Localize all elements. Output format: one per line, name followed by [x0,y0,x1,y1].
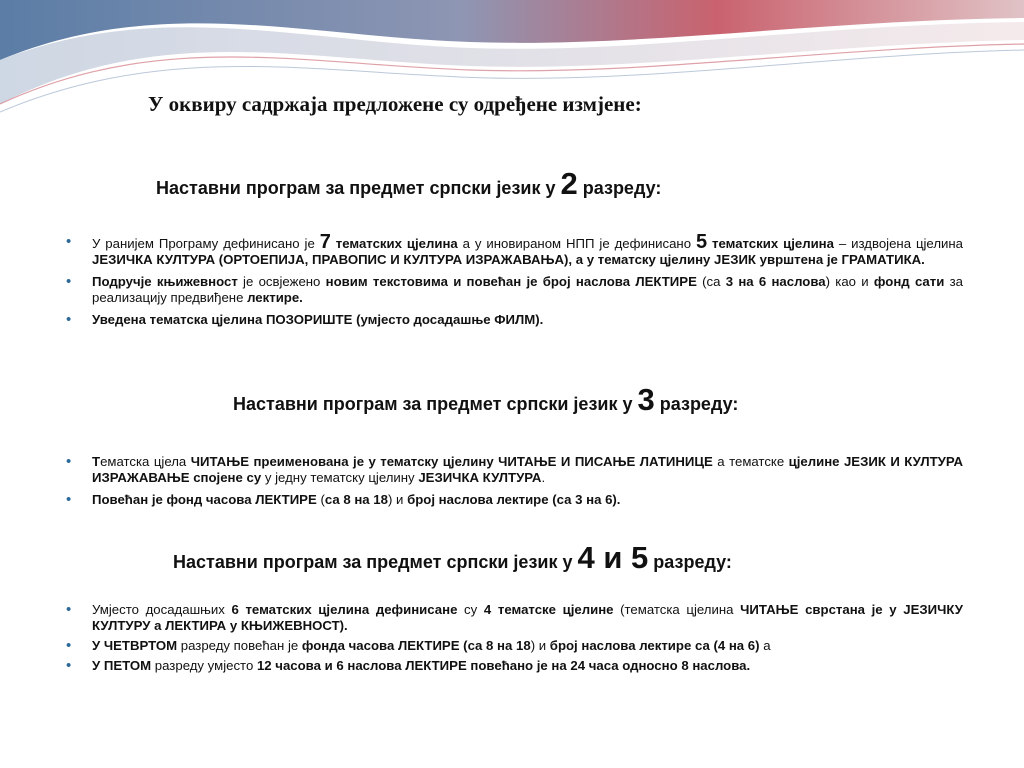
bullet-list-grade-4-5 [66,602,963,678]
bullet-list-grade-2 [66,231,963,334]
bullet-icon: • [66,311,72,328]
bullet-icon: • [66,601,72,618]
list-item: • Повећан је фонд часова ЛЕКТИРЕ (са 8 на 18) и број наслова лектире (са 3 на 6). [66,491,621,508]
list-item: • У ЧЕТВРТОМ разреду повећан је фонда часова ЛЕКТИРЕ (са 8 на 18) и број наслова лектире са (4 на 6) а [66,637,771,654]
bullet-list-grade-3 [66,454,963,514]
grade-number: 3 [637,382,655,417]
list-item: • Умјесто досадашњих 6 тематских цјелина дефинисане су 4 тематске цјелине (тематска цјелина ЧИТАЊЕ сврстана је у ЈЕЗИЧКУ КУЛТУРУ а ЛЕКТИРА у КЊИЖЕВНОСТ). [66,601,963,633]
list-item: • Тематска цјела ЧИТАЊЕ преименована је у тематску цјелину ЧИТАЊЕ И ПИСАЊЕ ЛАТИНИЦЕ а тематске цјелине ЈЕЗИК И КУЛТУРА ИЗРАЖАВАЊЕ спојене су у једну тематску цјелину ЈЕЗИЧКА КУЛТУРА. [66,453,964,485]
bullet-icon: • [66,657,72,674]
list-item: • У ПЕТОМ разреду умјесто 12 часова и 6 наслова ЛЕКТИРЕ повећано је на 24 часа односно 8 наслова. [66,657,751,674]
bullet-icon: • [66,637,72,654]
section-heading-grade-3: Наставни програм за предмет српски језик у 3 разреду: [233,382,739,417]
bullet-icon: • [66,233,72,250]
page-title: У оквиру садржаја предложене су одређене измјене: [148,92,642,116]
bullet-icon: • [66,491,72,508]
list-item: • Подручје књижевност је освјежено новим текстовима и повећан је број наслова ЛЕКТИРЕ (са 3 на 6 наслова) као и фонд сати за реализацију предвиђене лектире. [66,273,963,305]
list-item: • У ранијем Програму дефинисано је 7 тематских цјелина а у иновираном НПП је дефинисано 5 тематских цјелина – издвојена цјелина ЈЕЗИЧКА КУЛТУРА (ОРТОЕПИЈА, ПРАВОПИС И КУЛТУРА ИЗРАЖАВАЊА), а у тематску цјелину ЈЕЗИК уврштена је ГРАМАТИКА. [66,231,963,267]
section-heading-grade-2: Наставни програм за предмет српски језик у 2 разреду: [156,166,662,201]
grade-number: 4 и 5 [577,540,649,575]
bullet-icon: • [66,453,72,470]
section-heading-grade-4-5: Наставни програм за предмет српски језик у 4 и 5 разреду: [173,540,732,575]
bullet-icon: • [66,273,72,290]
grade-number: 2 [560,166,578,201]
list-item: • Уведена тематска цјелина ПОЗОРИШТЕ (умјесто досадашње ФИЛМ). [66,311,544,328]
